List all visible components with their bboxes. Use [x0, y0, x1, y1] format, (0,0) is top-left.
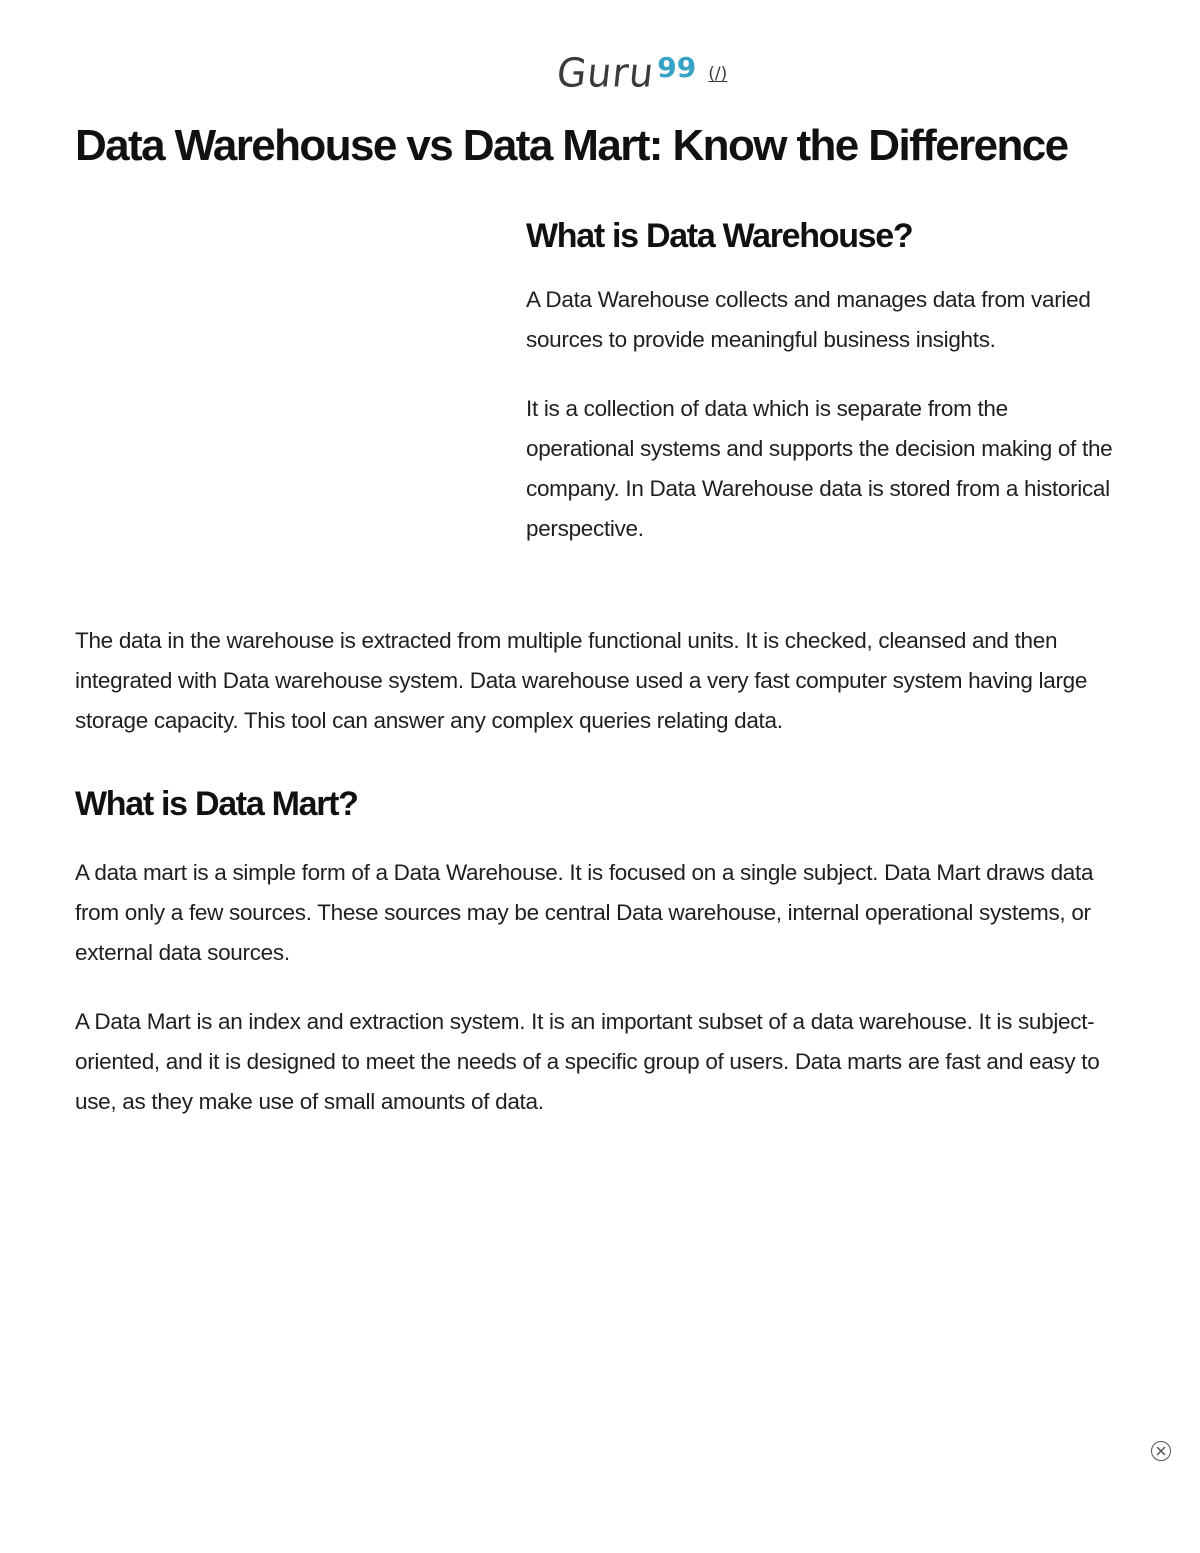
- warehouse-intro: [526, 212, 1116, 578]
- warehouse-body: [75, 621, 1130, 770]
- paragraph: It is a collection of data which is separate from the operational systems and supports the decision making of the company. In Data Warehouse data is stored from a historical perspective.: [526, 396, 1113, 541]
- page-title: Data Warehouse vs Data Mart: Know the Difference: [75, 121, 1068, 170]
- image-placeholder: [75, 212, 495, 592]
- paragraph: A Data Mart is an index and extraction system. It is an important subset of a data warehouse. It is subject-oriented, and it is designed to meet the needs of a specific group of users. Data marts are fast and easy to use, as they make use of small amounts of data.: [75, 1009, 1100, 1114]
- logo-number: 99: [657, 51, 697, 84]
- logo-wordmark: Guru: [554, 49, 657, 97]
- site-logo[interactable]: [554, 44, 728, 97]
- home-link[interactable]: (/): [708, 64, 728, 84]
- close-icon[interactable]: [1151, 1441, 1171, 1461]
- mart-section: [75, 780, 1130, 1151]
- paragraph: A data mart is a simple form of a Data Warehouse. It is focused on a single subject. Data Mart draws data from only a few sources. These sources may be central Data warehouse, internal operational systems, or external data sources.: [75, 860, 1094, 965]
- paragraph: The data in the warehouse is extracted from multiple functional units. It is checked, cleansed and then integrated with Data warehouse system. Data warehouse used a very fast computer system having large storage capacity. This tool can answer any complex queries relating data.: [75, 628, 1088, 733]
- section-heading-mart: What is Data Mart?: [75, 785, 358, 823]
- paragraph: A Data Warehouse collects and manages data from varied sources to provide meaningful business insights.: [526, 287, 1091, 352]
- section-heading-warehouse: What is Data Warehouse?: [526, 217, 913, 255]
